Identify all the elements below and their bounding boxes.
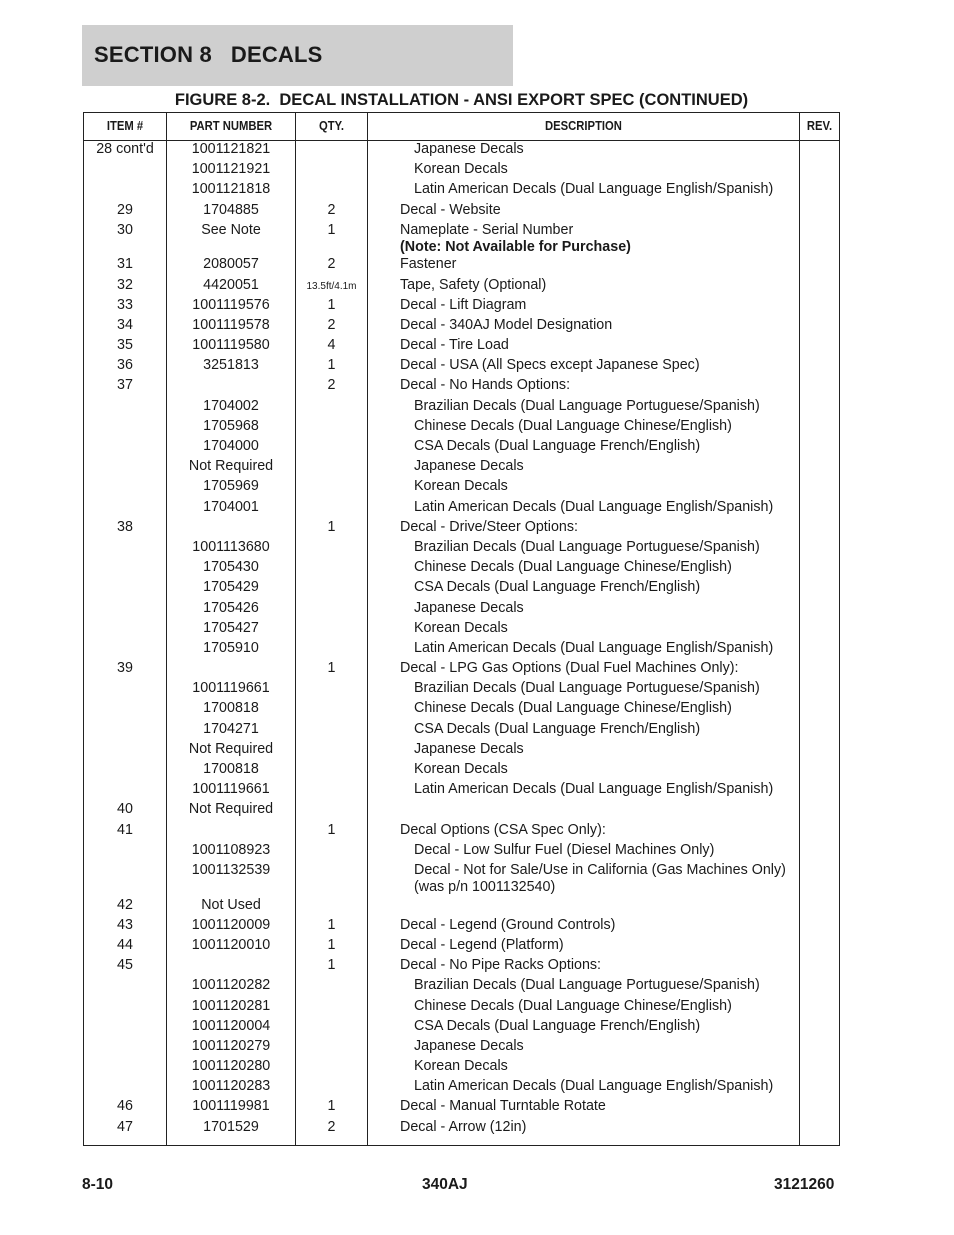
table-row — [84, 336, 839, 356]
table-row — [84, 619, 839, 639]
part-number: 3251813 — [203, 357, 259, 374]
description-text: Latin American Decals (Dual Language English/Spanish) — [414, 498, 774, 515]
description — [414, 538, 800, 556]
item-number: 46 — [117, 1098, 133, 1115]
description-text: CSA Decals (Dual Language French/English) — [414, 579, 701, 596]
part-number: Not Used — [201, 896, 261, 913]
part-number: 1001113680 — [192, 538, 270, 555]
description — [414, 997, 800, 1015]
description-text: Brazilian Decals (Dual Language Portuguese/Spanish) — [414, 397, 760, 414]
description-text: Decal Options (CSA Spec Only): — [400, 821, 606, 838]
table-row — [84, 639, 839, 659]
table-row — [84, 679, 839, 699]
table-row — [84, 457, 839, 477]
description-text: Korean Decals — [414, 1058, 508, 1075]
description-text: Decal - Manual Turntable Rotate — [400, 1098, 606, 1115]
table-row — [84, 1097, 839, 1117]
part-number: 1001119576 — [192, 296, 270, 313]
table-row — [84, 841, 839, 861]
quantity: 1 — [327, 660, 336, 677]
item-number: 45 — [117, 957, 133, 974]
table-row — [84, 956, 839, 976]
quantity: 2 — [327, 256, 336, 273]
description — [400, 255, 800, 273]
table-row — [84, 936, 839, 956]
quantity: 1 — [327, 957, 336, 974]
table-row — [84, 578, 839, 598]
quantity: 1 — [327, 821, 336, 838]
description — [400, 518, 800, 536]
description — [400, 221, 800, 256]
part-number: 1001120004 — [191, 1017, 271, 1034]
table-row — [84, 356, 839, 376]
quantity: 13.5ft/4.1m — [306, 280, 357, 292]
table-row — [84, 916, 839, 936]
description — [400, 296, 800, 314]
description-text: Japanese Decals — [414, 599, 524, 616]
table-body — [84, 140, 839, 1138]
description — [414, 457, 800, 475]
item-number: 38 — [117, 518, 133, 535]
description-text: Decal - Legend (Platform) — [400, 936, 564, 953]
description — [414, 160, 800, 178]
item-number: 43 — [117, 916, 133, 933]
description-text: Japanese Decals — [414, 141, 524, 157]
part-number: Not Required — [188, 458, 274, 475]
header-rev: REV. — [806, 119, 833, 133]
table-row — [84, 599, 839, 619]
table-row — [84, 180, 839, 200]
part-number: 1001120283 — [191, 1078, 271, 1095]
description-text: Decal - Low Sulfur Fuel (Diesel Machines Only) — [414, 841, 715, 858]
description-text: Brazilian Decals (Dual Language Portuguese/Spanish) — [414, 680, 760, 697]
table-row — [84, 255, 839, 275]
quantity: 2 — [327, 316, 336, 333]
description — [414, 437, 800, 455]
table-row — [84, 437, 839, 457]
description-text: Tape, Safety (Optional) — [400, 276, 547, 293]
table-row — [84, 780, 839, 800]
description — [414, 760, 800, 778]
part-number: 1001119981 — [192, 1098, 270, 1115]
description — [414, 498, 800, 516]
description — [414, 619, 800, 637]
header-qty: QTY. — [318, 119, 345, 133]
header-item: ITEM # — [106, 119, 144, 133]
parts-table — [83, 112, 840, 1146]
part-number: 2080057 — [203, 256, 259, 273]
description-text: Decal - Website — [400, 201, 501, 218]
description — [400, 956, 800, 974]
item-number: 30 — [117, 221, 133, 238]
description — [400, 376, 800, 394]
part-number: 1001120282 — [191, 977, 271, 994]
part-number: 1705910 — [203, 639, 259, 656]
description — [414, 1017, 800, 1035]
figure-title: FIGURE 8-2. DECAL INSTALLATION - ANSI EXPORT SPEC (CONTINUED) — [174, 91, 749, 109]
table-row — [84, 376, 839, 396]
description — [414, 780, 800, 798]
description — [414, 1037, 800, 1055]
description-text: Decal - LPG Gas Options (Dual Fuel Machines Only): — [400, 660, 739, 677]
description-text: Fastener — [400, 256, 457, 273]
description-text: Japanese Decals — [414, 1037, 524, 1054]
item-number: 28 cont'd — [96, 141, 154, 157]
table-row — [84, 1057, 839, 1077]
description-text: Korean Decals — [414, 478, 508, 495]
table-row — [84, 1118, 839, 1138]
description — [400, 659, 800, 677]
footer-doc-number: 3121260 — [774, 1176, 835, 1193]
part-number: 4420051 — [203, 276, 259, 293]
description-text: Decal - Not for Sale/Use in California (Gas Machines Only) (was p/n 1001132540) — [414, 861, 786, 895]
description — [414, 578, 800, 596]
description-text: Decal - Arrow (12in) — [400, 1118, 527, 1135]
header-part-number: PART NUMBER — [189, 119, 273, 133]
footer-page-number: 8-10 — [82, 1176, 114, 1193]
table-row — [84, 518, 839, 538]
item-number: 35 — [117, 337, 133, 354]
description — [414, 639, 800, 657]
part-number: 1704271 — [203, 720, 259, 737]
description — [414, 1057, 800, 1075]
part-number: See Note — [201, 221, 261, 238]
item-number: 47 — [117, 1118, 133, 1135]
part-number: 1700818 — [203, 700, 259, 717]
description-text: Korean Decals — [414, 761, 508, 778]
table-row — [84, 397, 839, 417]
part-number: 1700818 — [203, 761, 259, 778]
table-row — [84, 821, 839, 841]
description-text: Japanese Decals — [414, 458, 524, 475]
description — [414, 740, 800, 758]
part-number: 1704002 — [203, 397, 259, 414]
description-text: CSA Decals (Dual Language French/English) — [414, 438, 701, 455]
part-number: 1001132539 — [191, 861, 271, 878]
description — [400, 896, 800, 897]
item-number: 31 — [117, 256, 133, 273]
description — [400, 1118, 800, 1136]
part-number: 1705968 — [203, 417, 259, 434]
description-text: Nameplate - Serial Number — [400, 221, 574, 238]
part-number: 1001119661 — [192, 781, 270, 798]
quantity: 1 — [327, 936, 336, 953]
table-row — [84, 160, 839, 180]
table-row — [84, 498, 839, 518]
footer-model: 340AJ — [422, 1176, 468, 1193]
description — [414, 599, 800, 617]
item-number: 44 — [117, 936, 133, 953]
part-number: 1704001 — [203, 498, 259, 515]
quantity: 1 — [327, 296, 336, 313]
table-row — [84, 740, 839, 760]
description-text: Latin American Decals (Dual Language English/Spanish) — [414, 1078, 774, 1095]
description — [400, 936, 800, 954]
part-number: 1705426 — [203, 599, 259, 616]
description — [414, 699, 800, 717]
table-row — [84, 558, 839, 578]
part-number: 1001108923 — [191, 841, 271, 858]
table-row — [84, 997, 839, 1017]
description-text: Chinese Decals (Dual Language Chinese/English) — [414, 700, 732, 717]
description-note: (Note: Not Available for Purchase) — [400, 238, 631, 255]
table-row — [84, 699, 839, 719]
table-row — [84, 1017, 839, 1037]
description-text: Decal - No Pipe Racks Options: — [400, 957, 602, 974]
description-text: Decal - Tire Load — [400, 337, 509, 354]
description — [400, 821, 800, 839]
part-number: 1001121821 — [191, 141, 271, 157]
description — [400, 276, 800, 294]
item-number: 32 — [117, 276, 133, 293]
description — [414, 679, 800, 697]
description — [414, 861, 800, 896]
part-number: 1001121921 — [191, 161, 271, 178]
item-number: 34 — [117, 316, 133, 333]
item-number: 40 — [117, 801, 133, 818]
table-row — [84, 720, 839, 740]
part-number: 1705427 — [203, 619, 259, 636]
table-row — [84, 760, 839, 780]
quantity: 1 — [327, 518, 336, 535]
table-row — [84, 1037, 839, 1057]
description — [400, 356, 800, 374]
table-row — [84, 417, 839, 437]
description — [414, 477, 800, 495]
table-row — [84, 316, 839, 336]
quantity: 1 — [327, 357, 336, 374]
part-number: 1705430 — [203, 559, 259, 576]
description-text: Latin American Decals (Dual Language English/Spanish) — [414, 781, 774, 798]
description-text: Chinese Decals (Dual Language Chinese/English) — [414, 997, 732, 1014]
table-row — [84, 861, 839, 896]
part-number: 1001121818 — [191, 181, 271, 198]
description-text: Decal - 340AJ Model Designation — [400, 316, 613, 333]
description-text: Japanese Decals — [414, 740, 524, 757]
description-text: Decal - Drive/Steer Options: — [400, 518, 578, 535]
quantity: 1 — [327, 221, 336, 238]
description-text: CSA Decals (Dual Language French/English) — [414, 720, 701, 737]
section-banner — [82, 25, 513, 86]
description-text: Latin American Decals (Dual Language English/Spanish) — [414, 181, 774, 198]
description-text: Decal - Lift Diagram — [400, 296, 527, 313]
description — [400, 1097, 800, 1115]
part-number: 1705969 — [203, 478, 259, 495]
description-text: CSA Decals (Dual Language French/English) — [414, 1017, 701, 1034]
description — [400, 316, 800, 334]
description — [400, 800, 800, 801]
description — [414, 976, 800, 994]
description-text: Chinese Decals (Dual Language Chinese/English) — [414, 559, 732, 576]
table-row — [84, 800, 839, 820]
description-text: Korean Decals — [414, 161, 508, 178]
description-text: Decal - No Hands Options: — [400, 377, 571, 394]
description — [414, 417, 800, 435]
header-description: DESCRIPTION — [545, 119, 622, 133]
quantity: 1 — [327, 1098, 336, 1115]
item-number: 37 — [117, 377, 133, 394]
part-number: 1001120281 — [191, 997, 271, 1014]
part-number: Not Required — [188, 801, 274, 818]
table-row — [84, 221, 839, 256]
table-row — [84, 477, 839, 497]
table-row — [84, 896, 839, 916]
part-number: 1001120280 — [191, 1058, 271, 1075]
part-number: 1704000 — [203, 438, 259, 455]
item-number: 41 — [117, 821, 133, 838]
description — [414, 180, 800, 198]
description-text: Brazilian Decals (Dual Language Portuguese/Spanish) — [414, 538, 760, 555]
quantity: 2 — [327, 201, 336, 218]
description-text: Latin American Decals (Dual Language English/Spanish) — [414, 639, 774, 656]
description — [400, 201, 800, 219]
part-number: Not Required — [188, 740, 274, 757]
quantity: 2 — [327, 1118, 336, 1135]
description — [414, 558, 800, 576]
table-row — [84, 1077, 839, 1097]
quantity: 4 — [327, 337, 336, 354]
description — [400, 916, 800, 934]
item-number: 42 — [117, 896, 133, 913]
part-number: 1001119578 — [192, 316, 270, 333]
part-number: 1001120010 — [191, 936, 271, 953]
description-text: Chinese Decals (Dual Language Chinese/English) — [414, 417, 732, 434]
part-number: 1705429 — [203, 579, 259, 596]
section-title: SECTION 8 DECALS — [94, 42, 323, 67]
item-number: 39 — [117, 660, 133, 677]
item-number: 29 — [117, 201, 133, 218]
description — [414, 841, 800, 859]
description-text: Brazilian Decals (Dual Language Portuguese/Spanish) — [414, 977, 760, 994]
table-row — [84, 140, 839, 160]
description — [414, 397, 800, 415]
table-header-row — [84, 113, 839, 141]
part-number: 1704885 — [203, 201, 259, 218]
description-text: Decal - Legend (Ground Controls) — [400, 916, 616, 933]
description — [414, 140, 800, 158]
table-row — [84, 538, 839, 558]
description — [414, 1077, 800, 1095]
part-number: 1701529 — [203, 1118, 259, 1135]
part-number: 1001120009 — [191, 916, 271, 933]
table-row — [84, 659, 839, 679]
description — [400, 336, 800, 354]
part-number: 1001119661 — [192, 680, 270, 697]
table-row — [84, 296, 839, 316]
item-number: 33 — [117, 296, 133, 313]
part-number: 1001120279 — [191, 1037, 271, 1054]
description-text: Korean Decals — [414, 619, 508, 636]
table-row — [84, 276, 839, 296]
part-number: 1001119580 — [192, 337, 270, 354]
table-row — [84, 976, 839, 996]
description-text: Decal - USA (All Specs except Japanese Spec) — [400, 357, 700, 374]
table-row — [84, 201, 839, 221]
quantity: 2 — [327, 377, 336, 394]
description — [414, 720, 800, 738]
quantity: 1 — [327, 916, 336, 933]
item-number: 36 — [117, 357, 133, 374]
